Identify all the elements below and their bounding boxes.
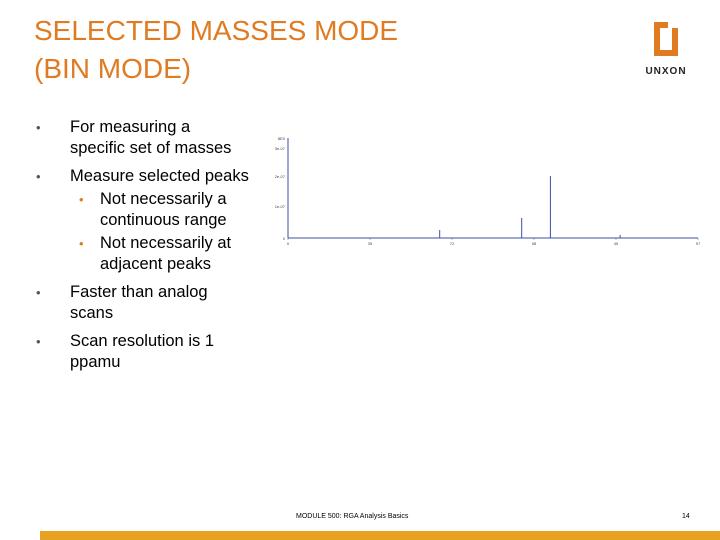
bullet-text: scans <box>70 304 114 322</box>
y-tick-label: 3e-07 <box>274 146 285 151</box>
bullet-text: specific set of masses <box>70 139 232 157</box>
footer-bar <box>40 531 720 540</box>
x-tick-label: 35 <box>367 241 373 246</box>
x-tick-label: 97 <box>695 241 701 246</box>
y-tick-label: 1e-07 <box>274 204 285 209</box>
title-line-2: (BIN MODE) <box>34 53 192 84</box>
logo-mark-notch <box>668 20 680 28</box>
bullet-item <box>36 166 276 187</box>
footer-module-title: MODULE 500: RGA Analysis Basics <box>296 513 409 520</box>
logo-text: UNXON <box>645 66 687 77</box>
bullet-text: Scan resolution is 1 <box>70 332 214 350</box>
x-tick-label: 72 <box>449 241 455 246</box>
sub-bullet-text: Not necessarily at <box>100 234 232 252</box>
mass-spectrum-chart <box>270 130 710 260</box>
sub-bullet-text: Not necessarily a <box>100 190 227 208</box>
bullet-text: Measure selected peaks <box>70 167 249 185</box>
bullet-marker: • <box>36 334 41 349</box>
title-line-1: SELECTED MASSES MODE <box>34 15 399 46</box>
bullet-text: ppamu <box>70 353 121 371</box>
sub-bullet-marker: • <box>79 236 84 251</box>
bullet-marker: • <box>36 169 41 184</box>
bullet-item <box>36 117 276 159</box>
y-tick-label: 0 <box>282 236 285 241</box>
bullet-marker: • <box>36 120 41 135</box>
y-tick-label: 2e-07 <box>274 174 285 179</box>
sub-bullet-item <box>36 233 276 275</box>
unxon-logo <box>636 18 696 78</box>
bullet-text: Faster than analog <box>70 283 208 301</box>
logo-mark-cutout <box>660 28 672 50</box>
bullet-item <box>36 331 276 373</box>
sub-bullet-text: continuous range <box>100 211 227 229</box>
bullet-list <box>36 117 276 380</box>
x-tick-label: 45 <box>613 241 619 246</box>
sub-bullet-text: adjacent peaks <box>100 255 211 273</box>
slide-title <box>34 12 474 88</box>
sub-bullet-marker: • <box>79 192 84 207</box>
x-tick-label: 0 <box>286 241 290 246</box>
sub-bullet-item <box>36 189 276 231</box>
bullet-text: For measuring a <box>70 118 191 136</box>
bullet-item <box>36 282 276 324</box>
x-tick-label: 98 <box>531 241 537 246</box>
page-number: 14 <box>682 513 690 520</box>
bullet-marker: • <box>36 285 41 300</box>
y-tick-label: 8E0 <box>277 136 285 141</box>
